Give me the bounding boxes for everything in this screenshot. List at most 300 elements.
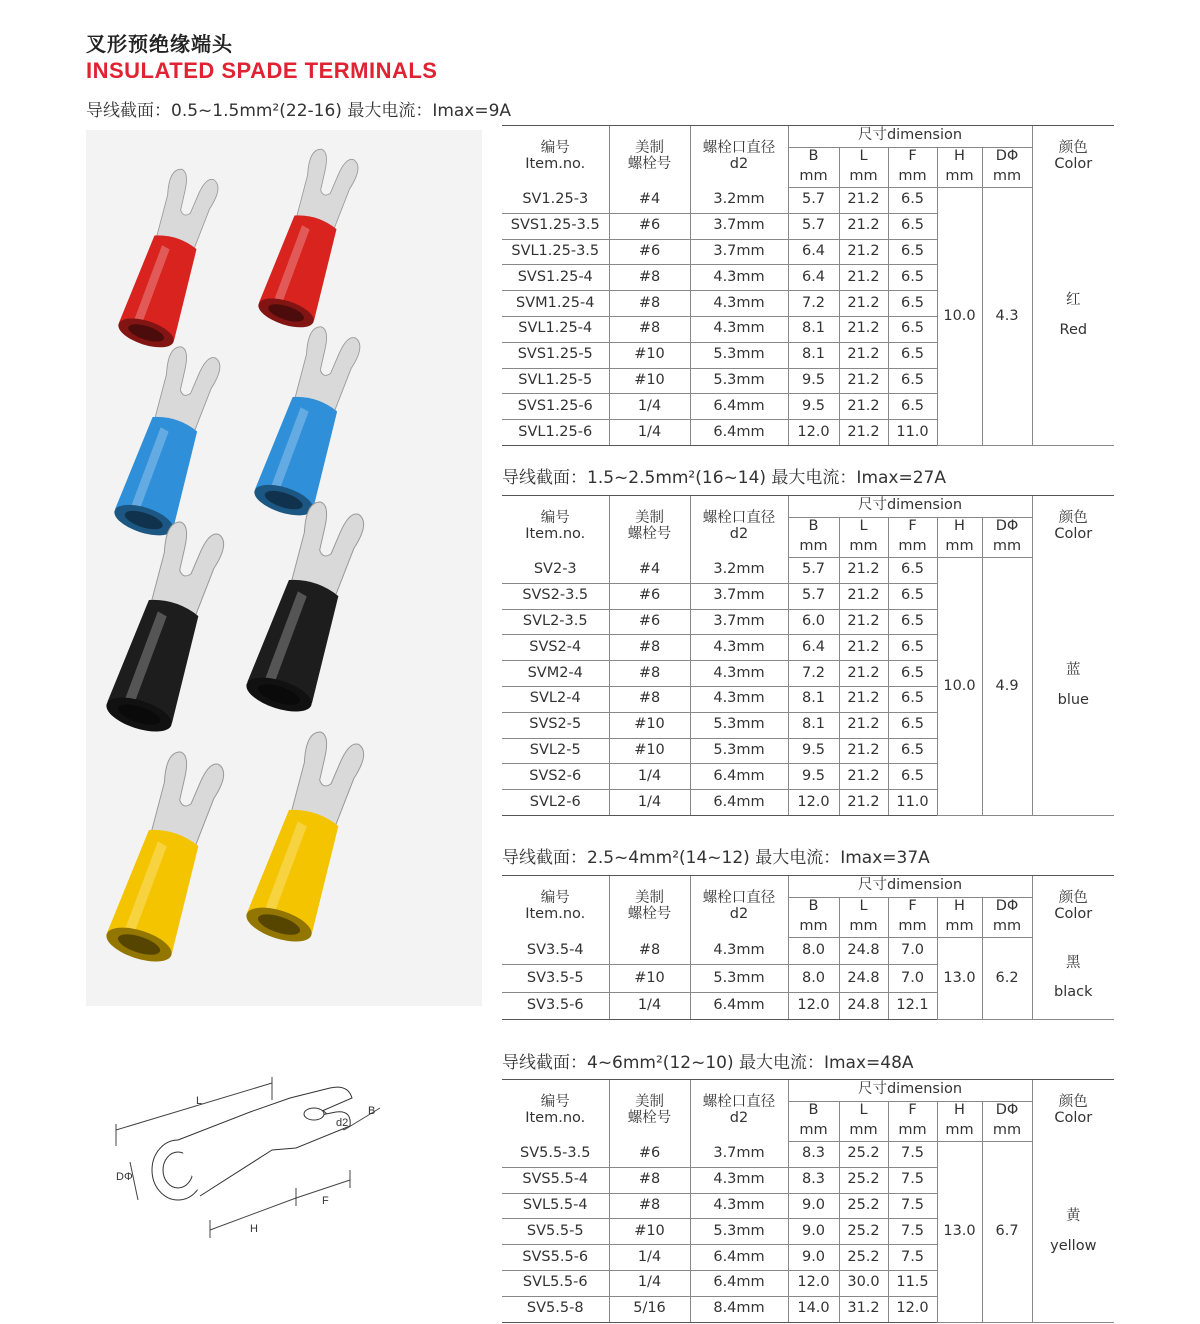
cell-f: 6.5: [888, 265, 937, 291]
cell-stud: #4: [609, 187, 690, 213]
spade-terminal: [102, 748, 232, 969]
cell-stud: #6: [609, 609, 690, 635]
cell-l: 21.2: [839, 394, 888, 420]
diagram-label-F: F: [322, 1195, 329, 1207]
header-stud-size-line2: 螺栓号: [627, 525, 672, 542]
cell-l: 21.2: [839, 420, 888, 446]
cell-stud: #10: [609, 965, 690, 993]
header-d2-line2: d2: [729, 905, 749, 922]
cell-item-no: SVM1.25-4: [502, 291, 609, 317]
cell-d2: 5.3mm: [690, 342, 788, 368]
cell-d2: 3.7mm: [690, 213, 788, 239]
header-dim-f: [888, 147, 937, 187]
header-dim-unit: mm: [849, 918, 878, 935]
cell-l: 25.2: [839, 1219, 888, 1245]
header-stud-size-line1: 美制: [635, 889, 664, 906]
cell-color: [1032, 1141, 1114, 1322]
cell-d2: 4.3mm: [690, 316, 788, 342]
cell-f: 6.5: [888, 712, 937, 738]
diagram-label-H: H: [250, 1223, 258, 1235]
header-dim-unit: mm: [849, 538, 878, 555]
header-d2-line1: 螺栓口直径: [702, 509, 776, 526]
header-dim-h: [937, 1101, 982, 1141]
cell-d2: 3.2mm: [690, 557, 788, 583]
color-en: Red: [1059, 322, 1088, 339]
cell-item-no: SVS1.25-3.5: [502, 213, 609, 239]
cell-stud: 1/4: [609, 790, 690, 816]
header-dim-l-label: L: [859, 148, 868, 165]
cell-l: 25.2: [839, 1167, 888, 1193]
cell-item-no: SV2-3: [502, 557, 609, 583]
header-dimension: 尺寸dimension: [788, 496, 1032, 518]
cell-d2: 4.3mm: [690, 686, 788, 712]
header-item-no-line2: Item.no.: [525, 905, 586, 922]
header-dim-h-label: H: [954, 518, 965, 535]
header-stud-size-line2: 螺栓号: [627, 905, 672, 922]
header-dim-d: [982, 517, 1032, 557]
cell-l: 25.2: [839, 1245, 888, 1271]
header-color-line1: 颜色: [1058, 509, 1088, 526]
header-dim-f: [888, 517, 937, 557]
cell-f: 11.0: [888, 790, 937, 816]
header-dim-l: [839, 897, 888, 937]
cell-b: 8.0: [788, 965, 839, 993]
header-dimension: 尺寸dimension: [788, 876, 1032, 898]
cell-item-no: SV5.5-5: [502, 1219, 609, 1245]
cell-d2: 4.3mm: [690, 937, 788, 965]
diagram-label-L: L: [196, 1095, 203, 1107]
header-dimension: 尺寸dimension: [788, 126, 1032, 148]
cell-b: 8.1: [788, 686, 839, 712]
cell-l: 24.8: [839, 965, 888, 993]
header-dim-unit: mm: [849, 1122, 878, 1139]
cell-h: 13.0: [937, 937, 982, 1020]
cell-h: 10.0: [937, 557, 982, 815]
cell-item-no: SV3.5-5: [502, 965, 609, 993]
cell-b: 12.0: [788, 1270, 839, 1296]
cell-item-no: SVL1.25-4: [502, 316, 609, 342]
header-dim-h-label: H: [954, 1102, 965, 1119]
header-dim-d: [982, 897, 1032, 937]
cell-item-no: SVL2-3.5: [502, 609, 609, 635]
cell-b: 9.5: [788, 738, 839, 764]
cell-l: 30.0: [839, 1270, 888, 1296]
header-dim-h: [937, 517, 982, 557]
table-row: [502, 557, 1114, 583]
header-dim-h: [937, 897, 982, 937]
header-dim-unit: mm: [945, 168, 974, 185]
cell-l: 21.2: [839, 790, 888, 816]
cell-b: 8.1: [788, 342, 839, 368]
cell-f: 6.5: [888, 316, 937, 342]
cell-l: 21.2: [839, 661, 888, 687]
spade-terminal: [242, 728, 372, 949]
cell-f: 6.5: [888, 661, 937, 687]
cell-f: 7.0: [888, 965, 937, 993]
header-dim-f-label: F: [908, 898, 917, 915]
spade-terminal: [111, 343, 228, 542]
section-heading-1: 导线截面：0.5~1.5mm²(22-16) 最大电流：Imax=9A: [86, 101, 512, 121]
cell-l: 21.2: [839, 635, 888, 661]
cell-f: 7.0: [888, 937, 937, 965]
cell-d2: 3.7mm: [690, 1141, 788, 1167]
cell-color: [1032, 557, 1114, 815]
cell-stud: #10: [609, 712, 690, 738]
cell-d2: 4.3mm: [690, 1193, 788, 1219]
header-stud-size-line1: 美制: [635, 509, 664, 526]
spec-table-black: [502, 875, 1114, 1020]
cell-stud: 1/4: [609, 1245, 690, 1271]
header-dim-unit: mm: [992, 1122, 1022, 1139]
cell-item-no: SVS2-3.5: [502, 583, 609, 609]
header-stud-size-line1: 美制: [635, 1093, 664, 1110]
header-dim-unit: mm: [898, 1122, 927, 1139]
cell-b: 9.5: [788, 368, 839, 394]
cell-stud: #8: [609, 686, 690, 712]
cell-d2: 3.7mm: [690, 583, 788, 609]
cell-d2: 6.4mm: [690, 1245, 788, 1271]
header-d2-line1: 螺栓口直径: [702, 1093, 776, 1110]
cell-stud: 1/4: [609, 1270, 690, 1296]
cell-l: 21.2: [839, 368, 888, 394]
header-item-no: [502, 496, 609, 558]
cell-d2: 3.7mm: [690, 239, 788, 265]
cell-f: 7.5: [888, 1193, 937, 1219]
cell-l: 25.2: [839, 1193, 888, 1219]
cell-stud: 1/4: [609, 420, 690, 446]
color-en: black: [1054, 984, 1093, 1001]
cell-stud: #4: [609, 557, 690, 583]
header-dim-h: [937, 147, 982, 187]
cell-d2: 3.2mm: [690, 187, 788, 213]
cell-stud: #6: [609, 213, 690, 239]
header-item-no: [502, 1080, 609, 1142]
diagram-label-d2: d2: [336, 1117, 349, 1129]
header-dim-b-label: B: [808, 1102, 819, 1119]
cell-item-no: SVS5.5-6: [502, 1245, 609, 1271]
cell-b: 8.1: [788, 316, 839, 342]
cell-b: 5.7: [788, 187, 839, 213]
cell-d2: 5.3mm: [690, 965, 788, 993]
cell-stud: #10: [609, 368, 690, 394]
cell-f: 6.5: [888, 213, 937, 239]
section-heading-2: 导线截面：1.5~2.5mm²(16~14) 最大电流：Imax=27A: [502, 468, 946, 488]
cell-stud: #8: [609, 937, 690, 965]
cell-b: 9.0: [788, 1219, 839, 1245]
cell-d: 6.7: [982, 1141, 1032, 1322]
header-color-line2: Color: [1054, 155, 1093, 172]
cell-b: 12.0: [788, 420, 839, 446]
header-dim-unit: mm: [945, 918, 974, 935]
cell-h: 10.0: [937, 187, 982, 445]
color-en: yellow: [1050, 1237, 1097, 1254]
cell-l: 21.2: [839, 712, 888, 738]
cell-d2: 5.3mm: [690, 1219, 788, 1245]
cell-item-no: SV5.5-8: [502, 1296, 609, 1322]
header-item-no-line1: 编号: [540, 889, 570, 906]
cell-stud: #8: [609, 316, 690, 342]
header-dim-unit: mm: [849, 168, 878, 185]
cell-l: 21.2: [839, 686, 888, 712]
cell-b: 7.2: [788, 661, 839, 687]
cell-l: 21.2: [839, 187, 888, 213]
cell-l: 25.2: [839, 1141, 888, 1167]
cell-l: 21.2: [839, 583, 888, 609]
cell-d2: 4.3mm: [690, 1167, 788, 1193]
cell-l: 21.2: [839, 291, 888, 317]
header-dim-d: [982, 1101, 1032, 1141]
header-item-no-line2: Item.no.: [525, 155, 586, 172]
cell-b: 6.4: [788, 635, 839, 661]
header-color: [1032, 126, 1114, 188]
cell-stud: #10: [609, 738, 690, 764]
header-dim-l-label: L: [859, 518, 868, 535]
cell-f: 6.5: [888, 583, 937, 609]
header-color-line1: 颜色: [1058, 1093, 1088, 1110]
cell-d2: 4.3mm: [690, 291, 788, 317]
cell-d2: 6.4mm: [690, 1270, 788, 1296]
cell-b: 12.0: [788, 790, 839, 816]
header-dim-unit: mm: [799, 918, 828, 935]
cell-f: 6.5: [888, 609, 937, 635]
header-d2: [690, 1080, 788, 1142]
header-d2: [690, 876, 788, 938]
cell-stud: #8: [609, 1193, 690, 1219]
cell-item-no: SVS1.25-6: [502, 394, 609, 420]
cell-stud: #6: [609, 239, 690, 265]
cell-stud: #8: [609, 661, 690, 687]
cell-f: 6.5: [888, 738, 937, 764]
cell-item-no: SVL1.25-3.5: [502, 239, 609, 265]
spade-terminal: [242, 498, 372, 719]
header-d2: [690, 496, 788, 558]
header-stud-size: [609, 126, 690, 188]
header-dim-unit: mm: [898, 538, 927, 555]
cell-b: 6.4: [788, 265, 839, 291]
cell-stud: #8: [609, 635, 690, 661]
cell-d2: 6.4mm: [690, 420, 788, 446]
page-title-cn: 叉形预绝缘端头: [86, 32, 233, 56]
header-color-line1: 颜色: [1058, 139, 1088, 156]
header-color-line1: 颜色: [1058, 889, 1088, 906]
cell-d2: 4.3mm: [690, 265, 788, 291]
header-d2: [690, 126, 788, 188]
cell-f: 7.5: [888, 1167, 937, 1193]
cell-l: 21.2: [839, 738, 888, 764]
header-stud-size-line2: 螺栓号: [627, 155, 672, 172]
header-d2-line2: d2: [729, 1109, 749, 1126]
color-cn: 黄: [1066, 1207, 1081, 1224]
cell-color: [1032, 187, 1114, 445]
header-stud-size: [609, 1080, 690, 1142]
table-row: [502, 187, 1114, 213]
cell-item-no: SVL1.25-6: [502, 420, 609, 446]
color-cn: 蓝: [1066, 662, 1081, 679]
header-dim-l-label: L: [859, 1102, 868, 1119]
cell-stud: #10: [609, 1219, 690, 1245]
header-d2-line2: d2: [729, 525, 749, 542]
header-color: [1032, 496, 1114, 558]
table-row: [502, 937, 1114, 965]
cell-d: 6.2: [982, 937, 1032, 1020]
cell-item-no: SVL2-5: [502, 738, 609, 764]
product-photo: [86, 130, 482, 1006]
cell-stud: #8: [609, 265, 690, 291]
cell-item-no: SVS5.5-4: [502, 1167, 609, 1193]
cell-item-no: SVS2-4: [502, 635, 609, 661]
header-dim-unit: mm: [898, 168, 927, 185]
header-dim-unit: mm: [992, 168, 1022, 185]
cell-d2: 4.3mm: [690, 661, 788, 687]
cell-stud: #6: [609, 583, 690, 609]
header-dim-b-label: B: [808, 148, 819, 165]
header-dim-unit: mm: [992, 918, 1022, 935]
cell-d: 4.3: [982, 187, 1032, 445]
header-dimension: 尺寸dimension: [788, 1080, 1032, 1102]
cell-f: 6.5: [888, 368, 937, 394]
cell-d2: 6.4mm: [690, 764, 788, 790]
cell-stud: #8: [609, 1167, 690, 1193]
cell-b: 8.1: [788, 712, 839, 738]
header-dim-b: [788, 517, 839, 557]
cell-d2: 5.3mm: [690, 368, 788, 394]
cell-f: 6.5: [888, 686, 937, 712]
cell-item-no: SVS1.25-4: [502, 265, 609, 291]
header-stud-size-line2: 螺栓号: [627, 1109, 672, 1126]
diagram-label-D: DΦ: [116, 1171, 133, 1183]
cell-stud: 5/16: [609, 1296, 690, 1322]
cell-f: 11.0: [888, 420, 937, 446]
cell-color: [1032, 937, 1114, 1020]
cell-l: 21.2: [839, 265, 888, 291]
cell-stud: #6: [609, 1141, 690, 1167]
header-dim-unit: mm: [799, 1122, 828, 1139]
header-color: [1032, 876, 1114, 938]
cell-stud: 1/4: [609, 992, 690, 1020]
cell-l: 31.2: [839, 1296, 888, 1322]
cell-d2: 8.4mm: [690, 1296, 788, 1322]
header-dim-d-label: DΦ: [995, 148, 1019, 165]
header-color-line2: Color: [1054, 1109, 1093, 1126]
header-dim-d: [982, 147, 1032, 187]
header-dim-f-label: F: [908, 1102, 917, 1119]
cell-l: 21.2: [839, 316, 888, 342]
header-dim-unit: mm: [945, 538, 974, 555]
header-color: [1032, 1080, 1114, 1142]
page-title-en: INSULATED SPADE TERMINALS: [86, 58, 438, 83]
cell-f: 6.5: [888, 394, 937, 420]
cell-l: 21.2: [839, 609, 888, 635]
header-dim-h-label: H: [954, 898, 965, 915]
header-dim-h-label: H: [954, 148, 965, 165]
cell-f: 6.5: [888, 557, 937, 583]
cell-b: 5.7: [788, 557, 839, 583]
header-item-no-line2: Item.no.: [525, 525, 586, 542]
cell-b: 12.0: [788, 992, 839, 1020]
header-dim-f: [888, 1101, 937, 1141]
cell-b: 8.3: [788, 1167, 839, 1193]
table-row: [502, 1141, 1114, 1167]
cell-item-no: SVM2-4: [502, 661, 609, 687]
cell-item-no: SVS2-5: [502, 712, 609, 738]
cell-b: 8.0: [788, 937, 839, 965]
cell-d2: 5.3mm: [690, 738, 788, 764]
spade-terminal: [115, 165, 225, 353]
header-dim-b: [788, 147, 839, 187]
header-dim-unit: mm: [799, 168, 828, 185]
header-dim-b-label: B: [808, 898, 819, 915]
cell-b: 14.0: [788, 1296, 839, 1322]
header-dim-f-label: F: [908, 518, 917, 535]
cell-d2: 6.4mm: [690, 394, 788, 420]
cell-d: 4.9: [982, 557, 1032, 815]
color-en: blue: [1057, 692, 1089, 709]
spec-table-yellow: [502, 1079, 1114, 1323]
spade-terminal: [251, 323, 368, 522]
cell-item-no: SV5.5-3.5: [502, 1141, 609, 1167]
cell-f: 12.1: [888, 992, 937, 1020]
header-stud-size: [609, 496, 690, 558]
cell-f: 6.5: [888, 239, 937, 265]
header-dim-d-label: DΦ: [995, 898, 1019, 915]
cell-item-no: SV3.5-6: [502, 992, 609, 1020]
spade-terminal: [255, 145, 365, 333]
cell-f: 6.5: [888, 764, 937, 790]
section-heading-3: 导线截面：2.5~4mm²(14~12) 最大电流：Imax=37A: [502, 848, 930, 868]
cell-f: 6.5: [888, 635, 937, 661]
cell-f: 11.5: [888, 1270, 937, 1296]
dimension-diagram: [100, 1070, 480, 1250]
cell-stud: #8: [609, 291, 690, 317]
cell-item-no: SVS1.25-5: [502, 342, 609, 368]
header-dim-f-label: F: [908, 148, 917, 165]
cell-d2: 6.4mm: [690, 790, 788, 816]
header-item-no-line1: 编号: [540, 1093, 570, 1110]
header-dim-d-label: DΦ: [995, 518, 1019, 535]
cell-stud: 1/4: [609, 394, 690, 420]
header-dim-unit: mm: [992, 538, 1022, 555]
header-dim-d-label: DΦ: [995, 1102, 1019, 1119]
header-dim-unit: mm: [898, 918, 927, 935]
header-d2-line2: d2: [729, 155, 749, 172]
header-dim-l: [839, 147, 888, 187]
cell-b: 9.5: [788, 394, 839, 420]
header-dim-l: [839, 517, 888, 557]
cell-f: 6.5: [888, 342, 937, 368]
cell-d2: 3.7mm: [690, 609, 788, 635]
cell-b: 6.4: [788, 239, 839, 265]
header-dim-l: [839, 1101, 888, 1141]
header-dim-unit: mm: [799, 538, 828, 555]
cell-item-no: SVL5.5-6: [502, 1270, 609, 1296]
cell-b: 9.0: [788, 1245, 839, 1271]
cell-stud: 1/4: [609, 764, 690, 790]
header-item-no: [502, 126, 609, 188]
cell-item-no: SV1.25-3: [502, 187, 609, 213]
header-item-no: [502, 876, 609, 938]
diagram-label-B: B: [368, 1105, 376, 1117]
cell-h: 13.0: [937, 1141, 982, 1322]
cell-d2: 5.3mm: [690, 712, 788, 738]
cell-f: 7.5: [888, 1219, 937, 1245]
cell-d2: 4.3mm: [690, 635, 788, 661]
cell-b: 6.0: [788, 609, 839, 635]
cell-f: 6.5: [888, 187, 937, 213]
header-dim-b: [788, 897, 839, 937]
cell-item-no: SVL2-4: [502, 686, 609, 712]
header-dim-b-label: B: [808, 518, 819, 535]
header-color-line2: Color: [1054, 905, 1093, 922]
